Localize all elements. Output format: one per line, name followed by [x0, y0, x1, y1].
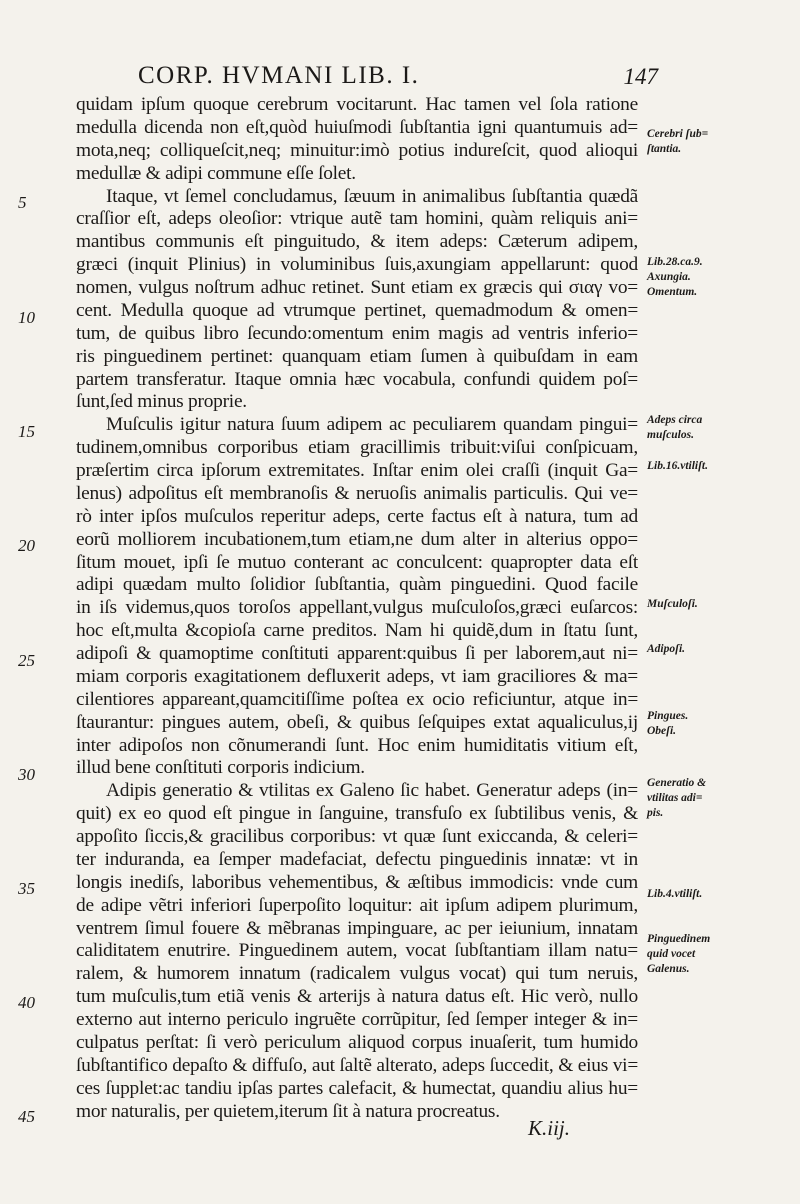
text-line: rò inter ipſos muſculos reperitur adeps, certe factus eſt à natura, tum ad	[76, 505, 638, 527]
line-number: 30	[18, 765, 35, 784]
text-line: ventrem ſimul fouere & mẽbranas impinguare, ac per ieiunium, innatam	[76, 917, 638, 939]
text-line: illud bene conſtituti corporis indicium.	[76, 757, 365, 779]
line-number: 25	[18, 651, 35, 670]
line-number: 35	[18, 879, 35, 898]
margin-note	[647, 597, 797, 612]
text-line: de adipe vẽtri inferiori ſuperpoſito loquitur: ait ipſum adipem plurimum,	[76, 894, 638, 916]
line-number: 15	[18, 422, 35, 441]
text-line: præſertim circa ipſorum extremitates. Inſtar enim olei craſſi (inquit Ga=	[76, 460, 638, 481]
margin-note-line: Adeps circa	[647, 414, 703, 426]
margin-note-line: Adipoſi.	[647, 643, 686, 655]
margin-note-line: vtilitas adi=	[647, 792, 703, 804]
margin-note-line: Lib.16.vtiliſt.	[647, 460, 709, 472]
margin-note-line: pis.	[647, 807, 664, 819]
margin-note-line: Cerebri ſub=	[647, 128, 709, 140]
text-line: inter adipoſos non cõnumerandi ſunt. Hoc enim humiditatis vitium eſt,	[76, 734, 638, 756]
text-line: ter induranda, ea ſemper madefaciat, defectu pinguedinis innatæ: vt in	[76, 848, 638, 870]
margin-note	[647, 932, 797, 977]
text-line: ſubſtantifico depaſto & diffuſo, aut ſaltẽ alterato, adeps ſuccedit, & eius vi=	[76, 1054, 638, 1076]
margin-note-line: Pingues.	[647, 710, 689, 722]
margin-note-line: Axungia.	[647, 271, 691, 283]
text-line: quit) ex eo quod eſt pingue in ſanguine, transfuſo ex ſubtilibus venis, &	[76, 803, 638, 825]
margin-note-line: quid vocet	[647, 948, 696, 960]
margin-note	[647, 459, 797, 474]
text-line: lenus) adpoſitus eſt membranoſis & neruoſis animalis particulis. Qui ve=	[76, 482, 638, 504]
margin-note-line: Obeſi.	[647, 725, 677, 737]
text-line: cent. Medulla quoque ad vtrumque pertinet, quemadmodum & omen=	[76, 299, 638, 321]
text-line: mantibus communis eſt pinguitudo, & item adeps: Cæterum adipem,	[76, 231, 638, 253]
text-line: externo aut interno periculo ingruẽte corrũpitur, ſed ſemper integer & in=	[76, 1009, 638, 1030]
body-text	[76, 94, 638, 1123]
running-header	[138, 62, 658, 92]
text-line: Adipis generatio & vtilitas ex Galeno ſic habet. Generatur adeps (in=	[106, 780, 638, 802]
catchword: K.iij.	[528, 1116, 571, 1140]
margin-note	[647, 642, 797, 657]
text-line: ſunt,ſed minus proprie.	[76, 391, 247, 413]
text-line: Muſculis igitur natura ſuum adipem ac peculiarem quandam pingui=	[106, 414, 638, 436]
line-number: 45	[18, 1107, 35, 1126]
text-line: adipoſi & quamoptime conſtituti apparent:quibus ſi per laborem,aut ni=	[76, 643, 638, 664]
margin-note-line: Pinguedinem	[647, 933, 711, 945]
line-number: 5	[18, 193, 27, 212]
header-title: CORP. HVMANI LIB. I.	[138, 62, 420, 89]
text-line: partem transferatur. Itaque omnia hæc vocabula, confundi quidem poſ=	[76, 368, 638, 390]
margin-note	[647, 127, 797, 157]
text-line: ces ſupplet:ac tandiu ipſas partes calefacit, & humectat, quandiu alius hu=	[76, 1077, 638, 1099]
margin-note-line: Muſculoſi.	[647, 598, 698, 610]
margin-note-line: Generatio &	[647, 777, 707, 789]
margin-note	[647, 887, 797, 902]
text-line: ſtaurantur: pingues autem, obeſi, & quibus ſeſquipes extat aqualiculus,ij	[76, 711, 638, 733]
text-line: tum muſculis,tum etiã venis & arterijs à natura datus eſt. Hic verò, nullo	[76, 986, 638, 1008]
text-line: ralem, & humorem innatum (radicalem vulgus vocat) qui tum neruis,	[76, 963, 638, 985]
margin-note-line: Lib.28.ca.9.	[647, 256, 703, 268]
line-number: 40	[18, 993, 35, 1012]
text-line: appoſito ſiccis,& gracilibus corporibus: vt quæ ſunt exiccanda, & celeri=	[76, 826, 638, 847]
text-line: nomen, vulgus noſtrum adhuc retinet. Sunt etiam ex græcis qui σιαγ vo=	[76, 277, 638, 298]
text-line: quidam ipſum quoque cerebrum vocitarunt. Hac tamen vel ſola ratione	[76, 94, 638, 115]
margin-note-line: Galenus.	[647, 963, 690, 975]
text-line: culpatus perſtat: ſi verò periculum aliquod corpus inuaſerit, tum humido	[76, 1031, 638, 1053]
text-line: ſitum mouet, ipſi ſe mutuo conterant ac conculcent: quapropter data eſt	[76, 551, 638, 573]
text-line: craſſior eſt, adeps oleoſior: vtrique autẽ tam homini, quàm reliquis ani=	[76, 208, 638, 230]
margin-note	[647, 413, 797, 443]
text-line: mota,neq; colliqueſcit,neq; minuitur:imò potius indureſcit, quod alioqui	[76, 139, 638, 161]
margin-note	[647, 255, 797, 300]
margin-note-line: Lib.4.vtiliſt.	[647, 888, 703, 900]
text-line: ris pinguedinem pertinet: quanquam etiam ſumen à quibuſdam in eam	[76, 345, 638, 367]
text-line: miam corporis exagitationem defluxerit adeps, vt iam graciliores & ma=	[76, 665, 638, 687]
text-line: medullæ & adipi commune eſſe ſolet.	[76, 162, 356, 184]
text-line: cilentiores appareant,quamcitiſſime poſtea ex ocio reficiuntur, atque in=	[76, 688, 638, 710]
text-line: medulla dicenda non eſt,quòd huiuſmodi ſubſtantia igni quantumuis ad=	[76, 116, 638, 138]
margin-note-line: muſculos.	[647, 429, 694, 441]
text-line: Itaque, vt ſemel concludamus, ſæuum in animalibus ſubſtantia quædã	[106, 185, 638, 207]
margin-note	[647, 709, 797, 739]
text-line: caliditatem enutrire. Pinguedinem autem, vocat ſubſtantiam illam natu=	[76, 940, 638, 962]
text-line: tudinem,omnibus corporibus etiam gracillimis tribuit:viſui conſpicuam,	[76, 437, 638, 459]
text-line: mor naturalis, per quietem,iterum ſit à natura procreatus.	[76, 1100, 500, 1122]
text-line: adipi quædam multo ſolidior ſubſtantia, quàm pinguedini. Quod facile	[76, 574, 638, 596]
text-line: in iſs videmus,quos toroſos appellant,vulgus muſculoſos,græci euſarcos:	[76, 597, 638, 619]
text-line: eorũ molliorem incubationem,tum etiam,ne dum alter in alterius oppo=	[76, 528, 638, 550]
page-number: 147	[623, 64, 658, 89]
line-number: 20	[18, 536, 35, 555]
margin-note-line: Omentum.	[647, 286, 698, 298]
text-line: hoc eſt,multa &copioſa carne preditos. Nam hi quidẽ,dum in ſtatu ſunt,	[76, 620, 638, 642]
margin-note	[647, 776, 797, 821]
text-line: tum, de quibus libro ſecundo:omentum enim magis ad ventris inferio=	[76, 322, 638, 344]
margin-note-line: ſtantia.	[647, 143, 682, 155]
text-line: græci (inquit Plinius) in voluminibus ſuis,axungiam appellarunt: quod	[76, 254, 638, 276]
text-line: longis inediſs, laboribus vehementibus, & æſtibus immodicis: vnde cum	[76, 871, 638, 893]
line-number: 10	[18, 308, 35, 327]
